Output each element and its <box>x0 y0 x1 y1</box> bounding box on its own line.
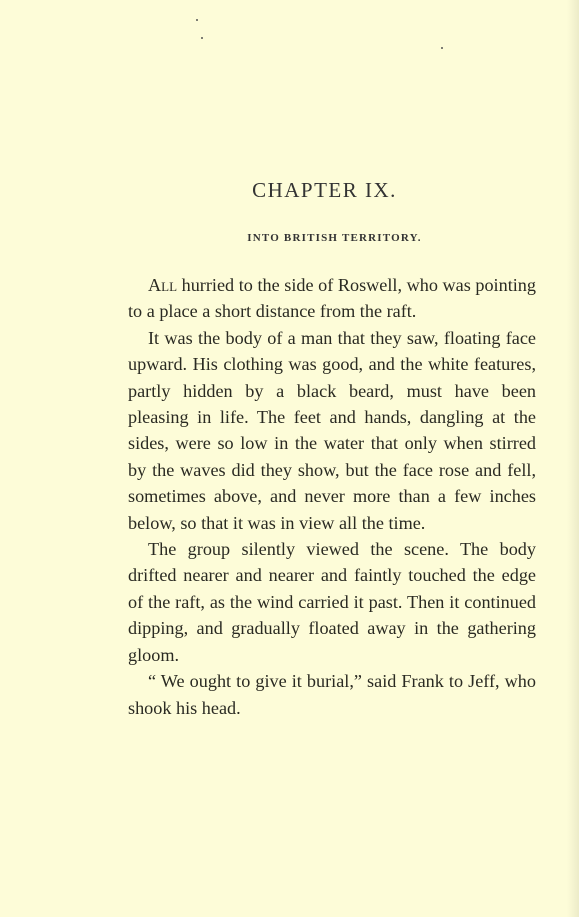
paragraph: The group silently viewed the scene. The body drifted nearer and nearer and faintly touched the edge of the raft, as the wind carried it past. Then it continued dipping, and gradually floated away in the gathering gloom. <box>128 539 536 665</box>
page-speck <box>196 19 198 21</box>
paragraph: “ We ought to give it burial,” said Frank to Jeff, who shook his head. <box>128 671 536 718</box>
page-edge-shade <box>567 0 579 917</box>
paragraph: It was the body of a man that they saw, floating face upward. His clothing was good, and the white features, partly hidden by a black beard, must have been pleasing in life. The feet and hands, dangling at the sides, were so low in the water that only when stirred by the waves did they show, but the face rose and fell, sometimes above, and never more than a few inches below, so that it was in view all the time. <box>128 327 536 533</box>
chapter-title: CHAPTER IX. <box>252 178 397 202</box>
paragraph-lead-word: All <box>148 275 178 295</box>
chapter-subtitle: INTO BRITISH TERRITORY. <box>247 232 422 244</box>
page-speck <box>441 47 443 49</box>
page-speck <box>201 37 203 39</box>
paragraph-text: hurried to the side of Roswell, who was pointing to a place a short distance from the raft. <box>128 275 536 322</box>
paragraph <box>128 272 536 325</box>
chapter-body <box>128 272 536 721</box>
